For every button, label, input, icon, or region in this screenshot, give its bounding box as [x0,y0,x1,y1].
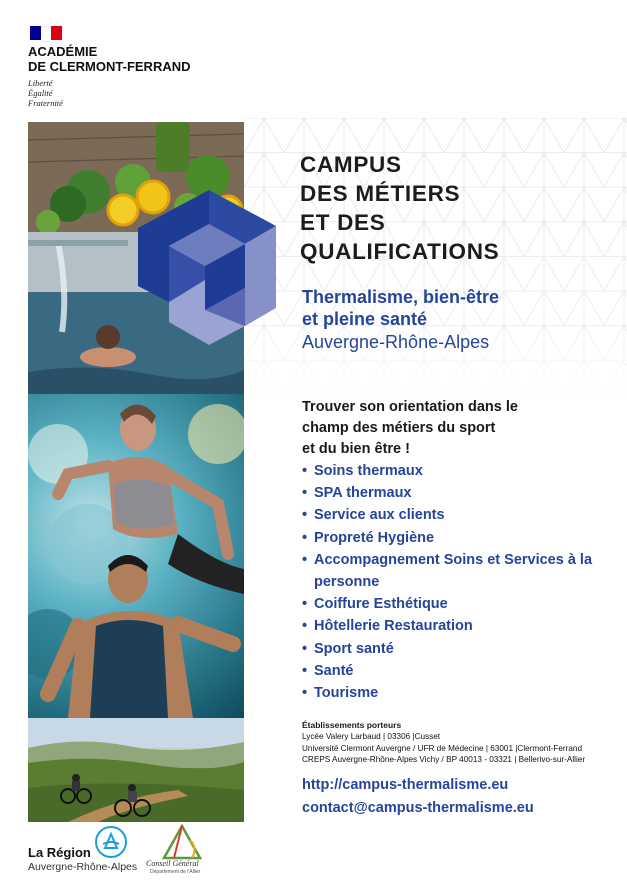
list-item: • Tourisme [302,682,622,704]
region-logo-sub: Auvergne-Rhône-Alpes [28,861,138,873]
conseil-general-name: Conseil Général [146,859,199,868]
campus-cube-logo [133,190,281,345]
republic-motto: Liberté Égalité Fraternité [28,78,63,108]
list-item: • Coiffure Esthétique [302,593,622,615]
email-link[interactable]: contact@campus-thermalisme.eu [302,800,534,816]
list-item: • Santé [302,660,622,682]
conseil-general-sub: Département de l'Allier [150,869,201,875]
list-item: • SPA thermaux [302,482,622,504]
website-link[interactable]: http://campus-thermalisme.eu [302,777,509,793]
campus-subtitle: Thermalisme, bien-être et pleine santé [302,287,500,329]
mountain-bike-photo [28,718,244,822]
intro-text: Trouver son orientation dans le champ des métiers du sport et du bien être ! [302,399,518,457]
list-item: • Soins thermaux [302,460,622,482]
list-item: • Accompagnement Soins et Services à la personne [302,549,622,593]
athletes-photo [28,394,244,718]
campus-title: CAMPUS DES MÉTIERS ET DES QUALIFICATIONS [300,152,500,264]
supporters-title: Établissements porteurs [302,720,402,730]
french-flag-icon [30,26,62,40]
jobs-list [302,460,622,704]
supporters-list: Lycée Valery Larbaud | 03306 |Cusset Université Clermont Auvergne / UFR de Médecine | 63001 |Clermont-Ferrand CREPS Auvergne-Rhône-Alpes Vichy / BP 40013 - 03321 | Bellerivo-sur-Allier [302,732,586,764]
region-emblem-icon [95,826,127,858]
region-logo-name: La Région [28,845,91,860]
list-item: • Service aux clients [302,504,622,526]
list-item: • Hôtellerie Restauration [302,615,622,637]
list-item: • Sport santé [302,638,622,660]
academy-name: ACADÉMIE DE CLERMONT-FERRAND [28,44,191,74]
campus-region: Auvergne-Rhône-Alpes [302,332,490,352]
list-item: • Propreté Hygiène [302,527,622,549]
